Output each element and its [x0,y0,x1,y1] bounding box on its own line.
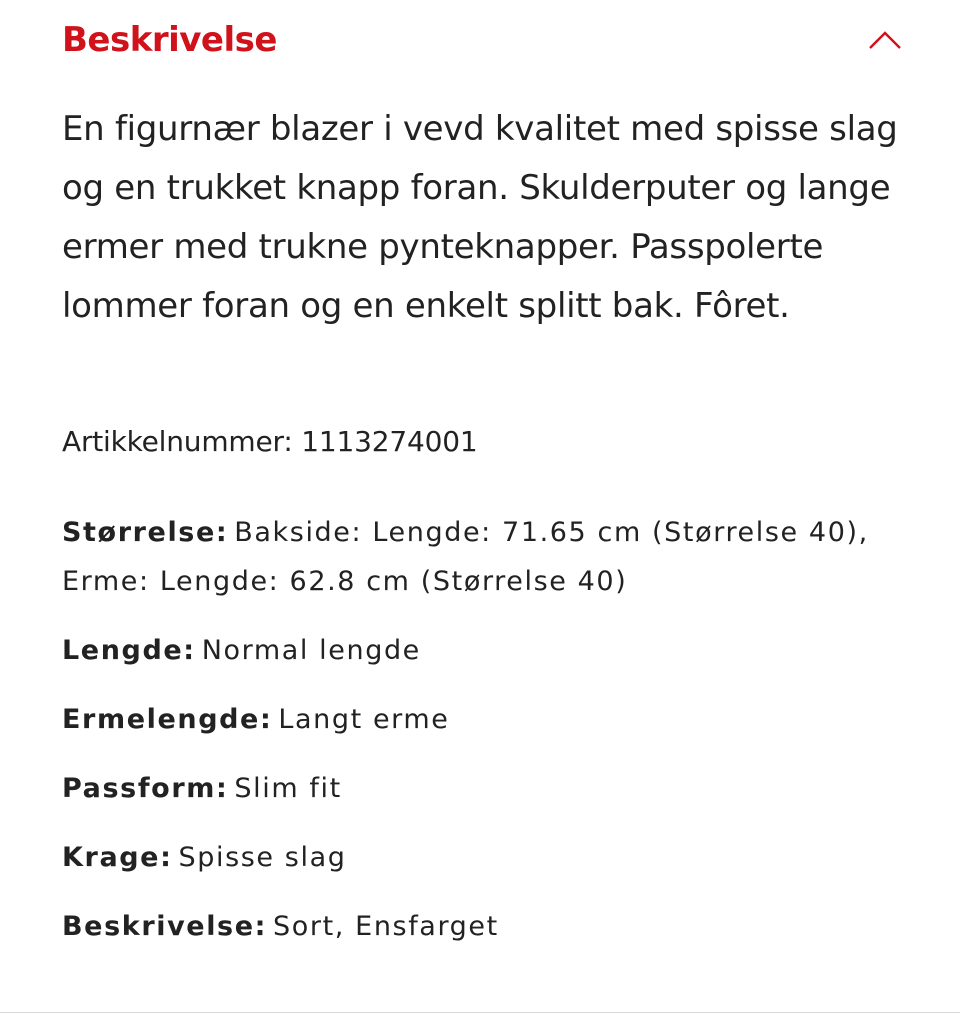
attribute-size [62,508,922,606]
attribute-length [62,626,922,675]
attribute-list [62,508,922,971]
attribute-key: Lengde: [62,635,196,666]
attribute-key: Passform: [62,773,229,804]
attribute-collar [62,833,922,882]
accordion-header[interactable] [62,14,902,66]
attribute-sleeve-length [62,695,922,744]
product-description: En figurnær blazer i vevd kvalitet med spisse slag og en trukket knapp foran. Skulderputer og lange ermer med trukne pynteknapper. Passpolerte lommer foran og en enkelt splitt bak. Fôret. [62,109,898,326]
attribute-fit [62,764,922,813]
accordion-title: Beskrivelse [62,20,277,60]
chevron-up-icon[interactable] [868,30,902,50]
attribute-value: Spisse slag [178,842,347,873]
attribute-key: Beskrivelse: [62,911,268,942]
article-number: Artikkelnummer: 1113274001 [62,425,478,458]
attribute-key: Krage: [62,842,173,873]
attribute-key: Ermelengde: [62,704,273,735]
attribute-description [62,902,922,951]
attribute-key: Størrelse: [62,517,229,548]
attribute-value: Sort, Ensfarget [273,911,499,942]
attribute-value: Bakside: Lengde: 71.65 cm (Størrelse 40), Erme: Lengde: 62.8 cm (Størrelse 40) [62,517,869,597]
attribute-value: Langt erme [278,704,450,735]
attribute-value: Slim fit [234,773,342,804]
attribute-value: Normal lengde [201,635,421,666]
